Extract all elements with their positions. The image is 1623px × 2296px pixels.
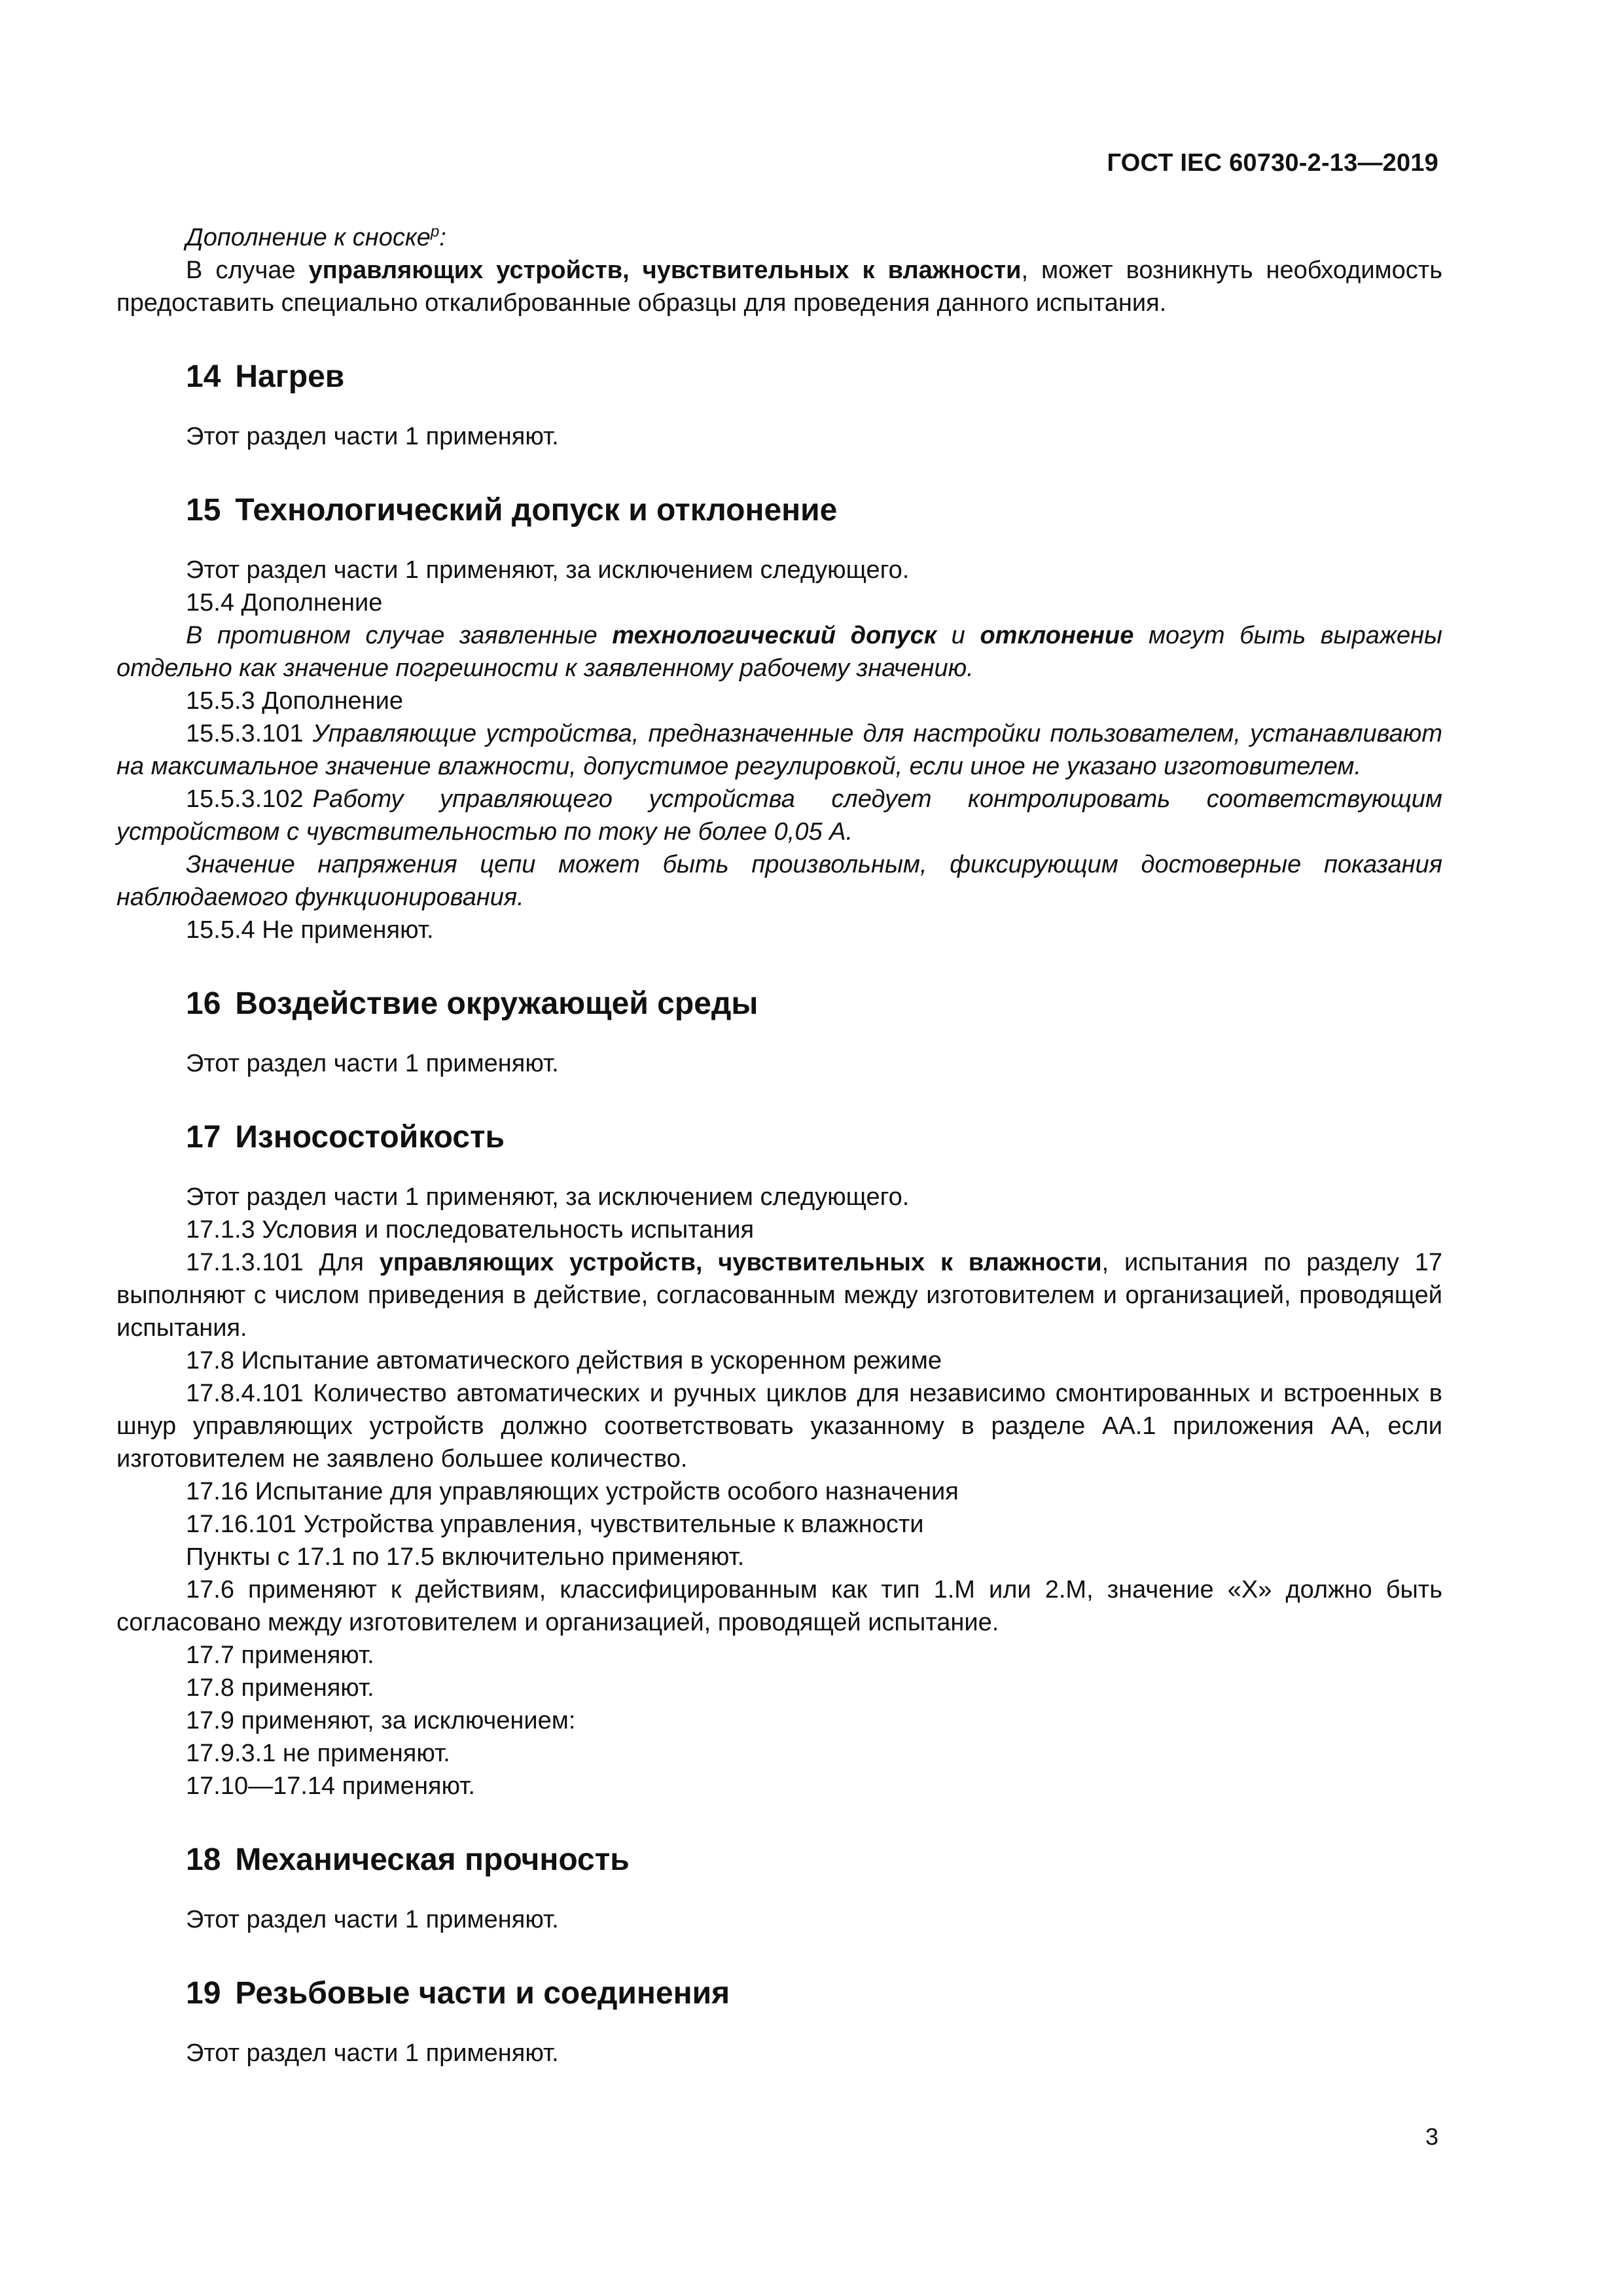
paragraph: Пункты с 17.1 по 17.5 включительно применяют. [186,1543,745,1571]
paragraph: Этот раздел части 1 применяют. [186,1906,559,1933]
section-heading-15: 15 Технологический допуск и отклонение [186,493,838,528]
paragraph: В случае управляющих устройств, чувствительных к влажности, может возникнуть необходимость предоставить специально откалиброванные образцы для проведения данного испытания. [116,257,1443,317]
section-heading-19: 19 Резьбовые части и соединения [186,1976,730,2011]
clause-17-8: 17.8 Испытание автоматического действия в ускоренном режиме [186,1347,942,1374]
paragraph: Этот раздел части 1 применяют. [186,2039,559,2067]
page-number: 3 [1425,2123,1438,2150]
clause-17-1-3-101: 17.1.3.101 Для управляющих устройств, чувствительных к влажности, испытания по разделу 17 выполняют с числом приведения в действие, согласованным между изготовителем и организацией, проводящей испытания. [116,1249,1443,1342]
clause-17-10-17-14: 17.10—17.14 применяют. [186,1772,475,1800]
clause-15-5-3-101: 15.5.3.101 Управляющие устройства, предназначенные для настройки пользователем, устанавливают на максимальное значение влажности, допустимое регулировкой, если иное не указано изготовителем. [116,720,1442,780]
section-heading-18: 18 Механическая прочность [186,1842,630,1877]
paragraph: Этот раздел части 1 применяют, за исключением следующего. [186,556,910,584]
section-heading-17: 17 Износостойкость [186,1120,505,1155]
document-code-header: ГОСТ IEC 60730-2-13—2019 [1107,149,1438,177]
clause-17-16-101: 17.16.101 Устройства управления, чувствительные к влажности [186,1511,924,1538]
clause-15-4: 15.4 Дополнение [186,589,383,617]
clause-17-6: 17.6 применяют к действиям, классифицированным как тип 1.М или 2.М, значение «Х» должно быть согласовано между изготовителем и организацией, проводящей испытание. [116,1576,1442,1636]
paragraph: В противном случае заявленные технологический допуск и отклонение могут быть выражены отдельно как значение погрешности к заявленному рабочему значению. [116,622,1443,682]
clause-17-8-4-101: 17.8.4.101 Количество автоматических и ручных циклов для независимо смонтированных и встроенных в шнур управляющих устройств должно соответствовать указанному в разделе АА.1 приложения АА, если изготовителем не заявлено большее количество. [116,1380,1442,1473]
clause-17-16: 17.16 Испытание для управляющих устройств особого назначения [186,1478,959,1505]
clause-17-9: 17.9 применяют, за исключением: [186,1707,576,1734]
section-heading-16: 16 Воздействие окружающей среды [186,986,758,1021]
section-heading-14: 14 Нагрев [186,359,345,394]
clause-17-7: 17.7 применяют. [186,1641,374,1669]
paragraph: Этот раздел части 1 применяют. [186,1050,559,1077]
paragraph: Этот раздел части 1 применяют, за исключением следующего. [186,1183,910,1211]
clause-15-5-3-102: 15.5.3.102 Работу управляющего устройства следует контролировать соответствующим устройством с чувствительностью по току не более 0,05 А. [116,785,1442,846]
paragraph: Значение напряжения цепи может быть произвольным, фиксирующим достоверные показания наблюдаемого функционирования. [116,851,1442,911]
clause-17-8-applied: 17.8 применяют. [186,1674,374,1702]
clause-15-5-3: 15.5.3 Дополнение [186,687,404,715]
document-body [116,221,1442,2070]
paragraph: Этот раздел части 1 применяют. [186,423,559,450]
footnote-addition-label: Дополнение к сноске$^p$: [186,223,446,251]
clause-17-1-3: 17.1.3 Условия и последовательность испытания [186,1216,755,1244]
clause-17-9-3-1: 17.9.3.1 не применяют. [186,1740,450,1767]
clause-15-5-4: 15.5.4 Не применяют. [186,916,434,944]
